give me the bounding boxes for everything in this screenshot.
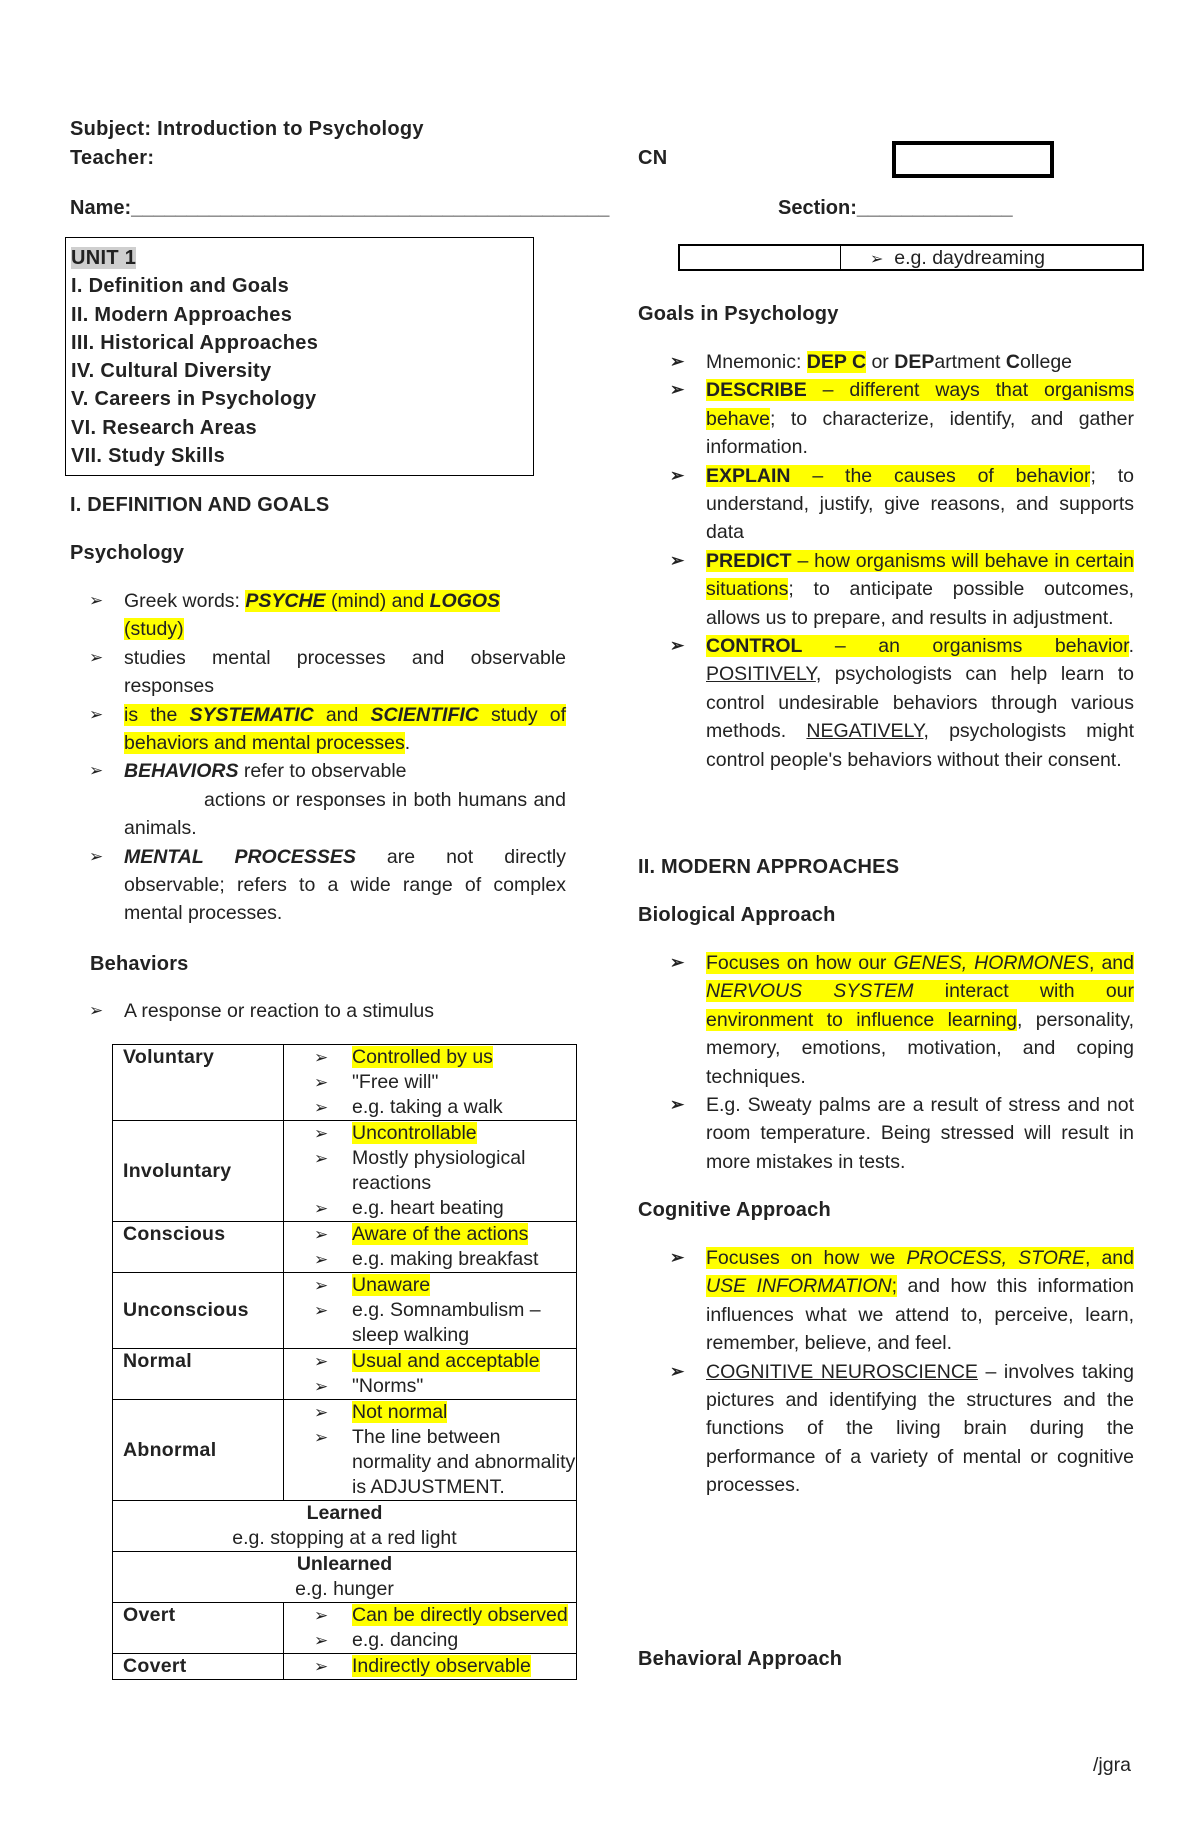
behaviors-table bbox=[112, 1044, 577, 1680]
arrow-bullet-icon: ➢ bbox=[314, 1073, 329, 1092]
list-item: ➢ MENTAL PROCESSES are not directly observable; refers to a wide range of complex mental processes. bbox=[70, 843, 566, 928]
list-item: ➢ studies mental processes and observable responses bbox=[70, 644, 566, 701]
footer-initials: /jgra bbox=[1093, 1754, 1131, 1776]
section-line: Section:______________ bbox=[778, 197, 1013, 219]
goals-heading: Goals in Psychology bbox=[638, 303, 839, 325]
arrow-bullet-icon: ➢ bbox=[314, 1377, 329, 1396]
list-item: ➢ Greek words: PSYCHE (mind) and LOGOS (study) bbox=[70, 587, 566, 644]
arrow-bullet-icon: ➢ bbox=[670, 1095, 685, 1115]
list-item: ➢ A response or reaction to a stimulus bbox=[70, 997, 566, 1025]
table-row: Unconscious ➢ Unaware ➢ e.g. Somnambulism – sleep walking bbox=[113, 1273, 577, 1349]
arrow-bullet-icon: ➢ bbox=[89, 647, 104, 667]
arrow-bullet-icon: ➢ bbox=[314, 1048, 329, 1067]
table-row: Conscious ➢ Aware of the actions ➢ e.g. making breakfast bbox=[113, 1222, 577, 1273]
goals-list bbox=[638, 348, 1134, 774]
arrow-bullet-icon: ➢ bbox=[314, 1352, 329, 1371]
unit-item: IV. Cultural Diversity bbox=[71, 360, 272, 383]
table-row: Voluntary ➢ Controlled by us ➢ "Free will" ➢ e.g. taking a walk bbox=[113, 1045, 577, 1121]
cognitive-list bbox=[638, 1244, 1134, 1500]
unit-item: V. Careers in Psychology bbox=[71, 388, 317, 411]
arrow-bullet-icon: ➢ bbox=[314, 1428, 329, 1447]
arrow-bullet-icon: ➢ bbox=[314, 1657, 329, 1676]
arrow-bullet-icon: ➢ bbox=[314, 1098, 329, 1117]
list-item: ➢ is the SYSTEMATIC and SCIENTIFIC study of behaviors and mental processes. bbox=[70, 701, 566, 758]
list-item: ➢ BEHAVIORS refer to observable actions or responses in both humans and animals. bbox=[70, 757, 566, 842]
arrow-bullet-icon: ➢ bbox=[670, 1361, 685, 1381]
arrow-bullet-icon: ➢ bbox=[89, 591, 104, 610]
table-row: Normal ➢ Usual and acceptable ➢ "Norms" bbox=[113, 1349, 577, 1400]
biological-heading: Biological Approach bbox=[638, 904, 836, 926]
table-row: Involuntary ➢ Uncontrollable ➢ Mostly physiological reactions ➢ e.g. heart beating bbox=[113, 1121, 577, 1222]
arrow-bullet-icon: ➢ bbox=[89, 1001, 104, 1020]
biological-list bbox=[638, 949, 1134, 1176]
arrow-bullet-icon: ➢ bbox=[670, 465, 685, 485]
list-item: ➢ Mnemonic: DEP C or DEPartment College bbox=[638, 348, 1134, 376]
unit-item: VI. Research Areas bbox=[71, 416, 257, 439]
list-item: ➢ EXPLAIN – the causes of behavior; to understand, justify, give reasons, and supports data bbox=[638, 462, 1134, 547]
behavioral-heading: Behavioral Approach bbox=[638, 1648, 843, 1670]
unit-outline-box bbox=[65, 237, 534, 476]
list-item: ➢ E.g. Sweaty palms are a result of stress and not room temperature. Being stressed will result in more mistakes in tests. bbox=[638, 1091, 1134, 1176]
arrow-bullet-icon: ➢ bbox=[314, 1199, 329, 1218]
list-item: ➢ Focuses on how we PROCESS, STORE, and USE INFORMATION; and how this information influences what we attend to, perceive, learn, remember, believe, and feel. bbox=[638, 1244, 1134, 1358]
arrow-bullet-icon: ➢ bbox=[89, 846, 104, 866]
modern-approaches-heading: II. MODERN APPROACHES bbox=[638, 856, 900, 878]
psychology-heading: Psychology bbox=[70, 542, 185, 564]
arrow-bullet-icon: ➢ bbox=[314, 1301, 329, 1320]
arrow-bullet-icon: ➢ bbox=[670, 953, 685, 972]
arrow-bullet-icon: ➢ bbox=[314, 1403, 329, 1422]
behaviors-heading: Behaviors bbox=[90, 953, 189, 975]
unit-item: II. Modern Approaches bbox=[71, 303, 293, 326]
definition-list bbox=[70, 587, 566, 928]
arrow-bullet-icon: ➢ bbox=[670, 636, 685, 656]
list-item: ➢ CONTROL – an organisms behavior. POSITIVELY, psychologists can help learn to control undesirable behaviors through various methods. NEGATIVELY, psychologists might control people's behaviors without their consent. bbox=[638, 632, 1134, 774]
arrow-bullet-icon: ➢ bbox=[314, 1606, 329, 1625]
table-row: Unlearned e.g. hunger bbox=[113, 1552, 577, 1603]
arrow-bullet-icon: ➢ bbox=[314, 1225, 329, 1244]
arrow-bullet-icon: ➢ bbox=[870, 251, 884, 268]
arrow-bullet-icon: ➢ bbox=[314, 1631, 329, 1650]
arrow-bullet-icon: ➢ bbox=[314, 1276, 329, 1295]
list-item: ➢ PREDICT – how organisms will behave in certain situations; to anticipate possible outcomes, allows us to prepare, and results in adjustment. bbox=[638, 547, 1134, 632]
subject-line: Subject: Introduction to Psychology bbox=[70, 118, 424, 140]
list-item: ➢ COGNITIVE NEUROSCIENCE – involves taking pictures and identifying the structures and the functions of the living brain during the performance of a variety of mental or cognitive processes. bbox=[638, 1358, 1134, 1500]
arrow-bullet-icon: ➢ bbox=[670, 352, 685, 371]
arrow-bullet-icon: ➢ bbox=[314, 1250, 329, 1269]
covert-example-box: ➢ e.g. daydreaming bbox=[678, 244, 1144, 271]
arrow-bullet-icon: ➢ bbox=[314, 1149, 329, 1168]
table-row: Abnormal ➢ Not normal ➢ The line between normality and abnormality is ADJUSTMENT. bbox=[113, 1400, 577, 1501]
table-row: Covert ➢ Indirectly observable bbox=[113, 1654, 577, 1680]
cognitive-heading: Cognitive Approach bbox=[638, 1199, 831, 1221]
name-line: Name:___________________________________________ bbox=[70, 197, 610, 219]
unit-item: III. Historical Approaches bbox=[71, 331, 319, 354]
list-item: ➢ DESCRIBE – different ways that organisms behave; to characterize, identify, and gather information. bbox=[638, 376, 1134, 461]
arrow-bullet-icon: ➢ bbox=[670, 550, 685, 570]
arrow-bullet-icon: ➢ bbox=[89, 761, 104, 781]
teacher-label: Teacher: bbox=[70, 147, 155, 169]
unit-label: UNIT 1 bbox=[71, 247, 137, 269]
behaviors-list bbox=[70, 997, 566, 1025]
arrow-bullet-icon: ➢ bbox=[670, 1248, 685, 1267]
table-row: Learned e.g. stopping at a red light bbox=[113, 1501, 577, 1552]
cn-label: CN bbox=[638, 147, 668, 169]
arrow-bullet-icon: ➢ bbox=[314, 1124, 329, 1143]
list-item: ➢ Focuses on how our GENES, HORMONES, and NERVOUS SYSTEM interact with our environment to influence learning, personality, memory, emotions, motivation, and coping techniques. bbox=[638, 949, 1134, 1091]
cn-box[interactable] bbox=[892, 141, 1054, 178]
arrow-bullet-icon: ➢ bbox=[670, 380, 685, 400]
table-row: Overt ➢ Can be directly observed ➢ e.g. dancing bbox=[113, 1603, 577, 1654]
unit-item: I. Definition and Goals bbox=[71, 275, 290, 298]
arrow-bullet-icon: ➢ bbox=[89, 704, 104, 724]
definition-heading: I. DEFINITION AND GOALS bbox=[70, 494, 330, 516]
unit-item: VII. Study Skills bbox=[71, 445, 226, 468]
